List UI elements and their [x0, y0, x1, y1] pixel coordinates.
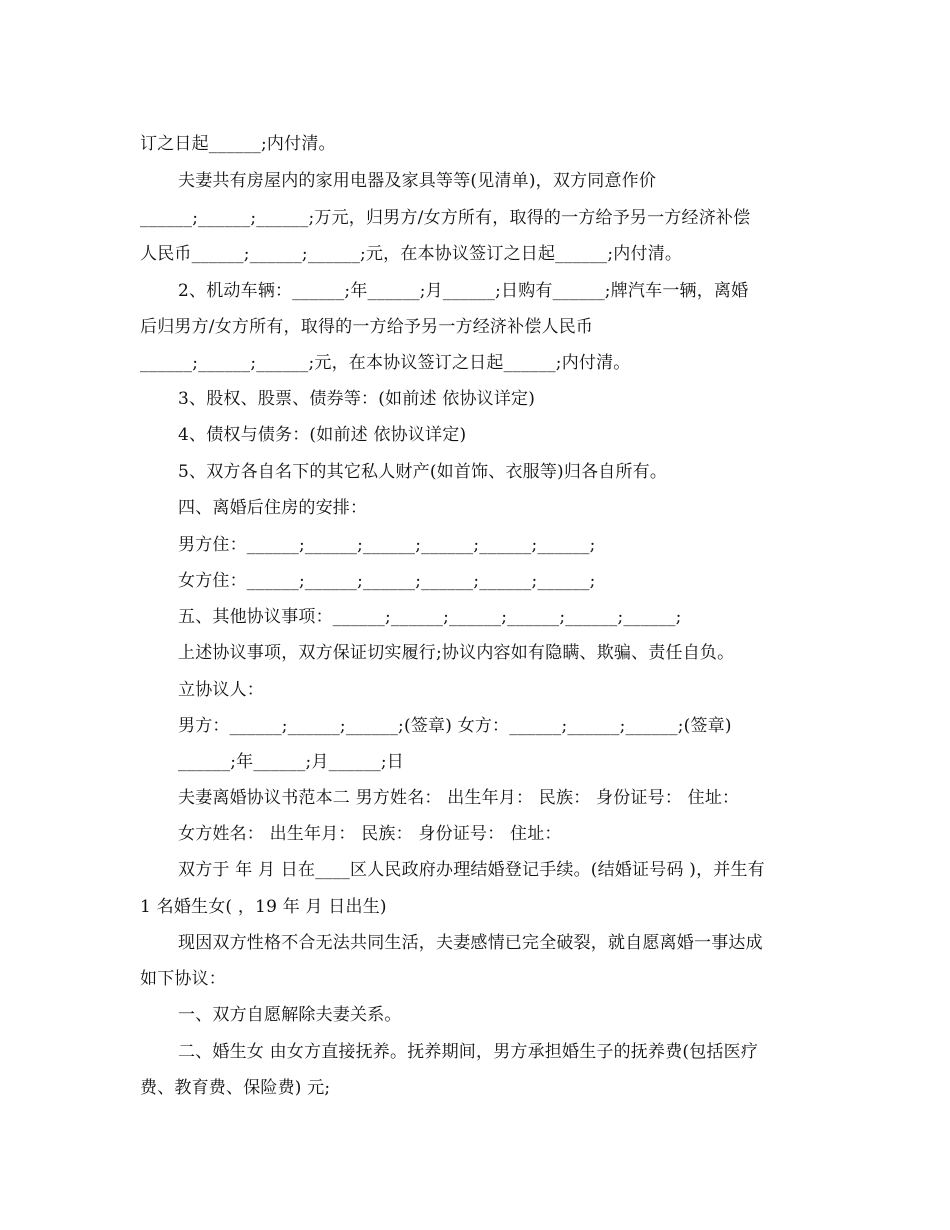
- text-line: 二、婚生女 由女方直接抚养。抚养期间，男方承担婚生子的抚养费(包括医疗: [178, 1042, 759, 1062]
- text-line: 人民币______;______;______;元，在本协议签订之日起______;内付清。: [140, 244, 683, 264]
- text-line: 五、其他协议事项：______;______;______;______;______;______;: [178, 607, 682, 627]
- text-line: 夫妻共有房屋内的家用电器及家具等等(见清单)，双方同意作价: [178, 171, 657, 191]
- text-line: 订之日起______;内付清。: [140, 134, 336, 154]
- text-line: ______;年______;月______;日: [178, 752, 404, 772]
- text-line: 男方：______;______;______;(签章) 女方：______;______;______;(签章): [178, 716, 732, 736]
- text-line: 一、双方自愿解除夫妻关系。: [178, 1005, 402, 1025]
- text-line: 上述协议事项，双方保证切实履行;协议内容如有隐瞒、欺骗、责任自负。: [178, 643, 735, 663]
- text-line: 费、教育费、保险费) 元;: [140, 1078, 331, 1098]
- text-line: 现因双方性格不合无法共同生活，夫妻感情已完全破裂，就自愿离婚一事达成: [178, 933, 763, 953]
- text-line: ______;______;______;万元，归男方/女方所有，取得的一方给予另一方经济补偿: [140, 208, 751, 228]
- text-line: 2、机动车辆：______;年______;月______;日购有______;牌汽车一辆，离婚: [178, 281, 749, 301]
- text-line: 4、债权与债务：(如前述 依协议详定): [178, 425, 467, 445]
- text-line: 3、股权、股票、债券等：(如前述 依协议详定): [178, 389, 536, 409]
- text-line: 后归男方/女方所有，取得的一方给予另一方经济补偿人民币: [140, 317, 594, 337]
- text-line: 双方于 年 月 日在____区人民政府办理结婚登记手续。(结婚证号码 )，并生有: [178, 860, 765, 880]
- text-line: 1 名婚生女( ，19 年 月 日出生): [140, 897, 387, 917]
- text-line: 女方姓名： 出生年月： 民族： 身份证号： 住址：: [178, 824, 562, 844]
- text-line: 四、离婚后住房的安排：: [178, 498, 368, 518]
- text-line: 女方住：______;______;______;______;______;______;: [178, 571, 596, 591]
- text-line: 5、双方各自名下的其它私人财产(如首饰、衣服等)归各自所有。: [178, 462, 668, 482]
- text-line: 立协议人：: [178, 680, 264, 700]
- text-line: 男方住：______;______;______;______;______;______;: [178, 535, 596, 555]
- text-line: 如下协议：: [140, 969, 226, 989]
- text-line: ______;______;______;元，在本协议签订之日起______;内付清。: [140, 353, 631, 373]
- text-line: 夫妻离婚协议书范本二 男方姓名： 出生年月： 民族： 身份证号： 住址：: [178, 788, 740, 808]
